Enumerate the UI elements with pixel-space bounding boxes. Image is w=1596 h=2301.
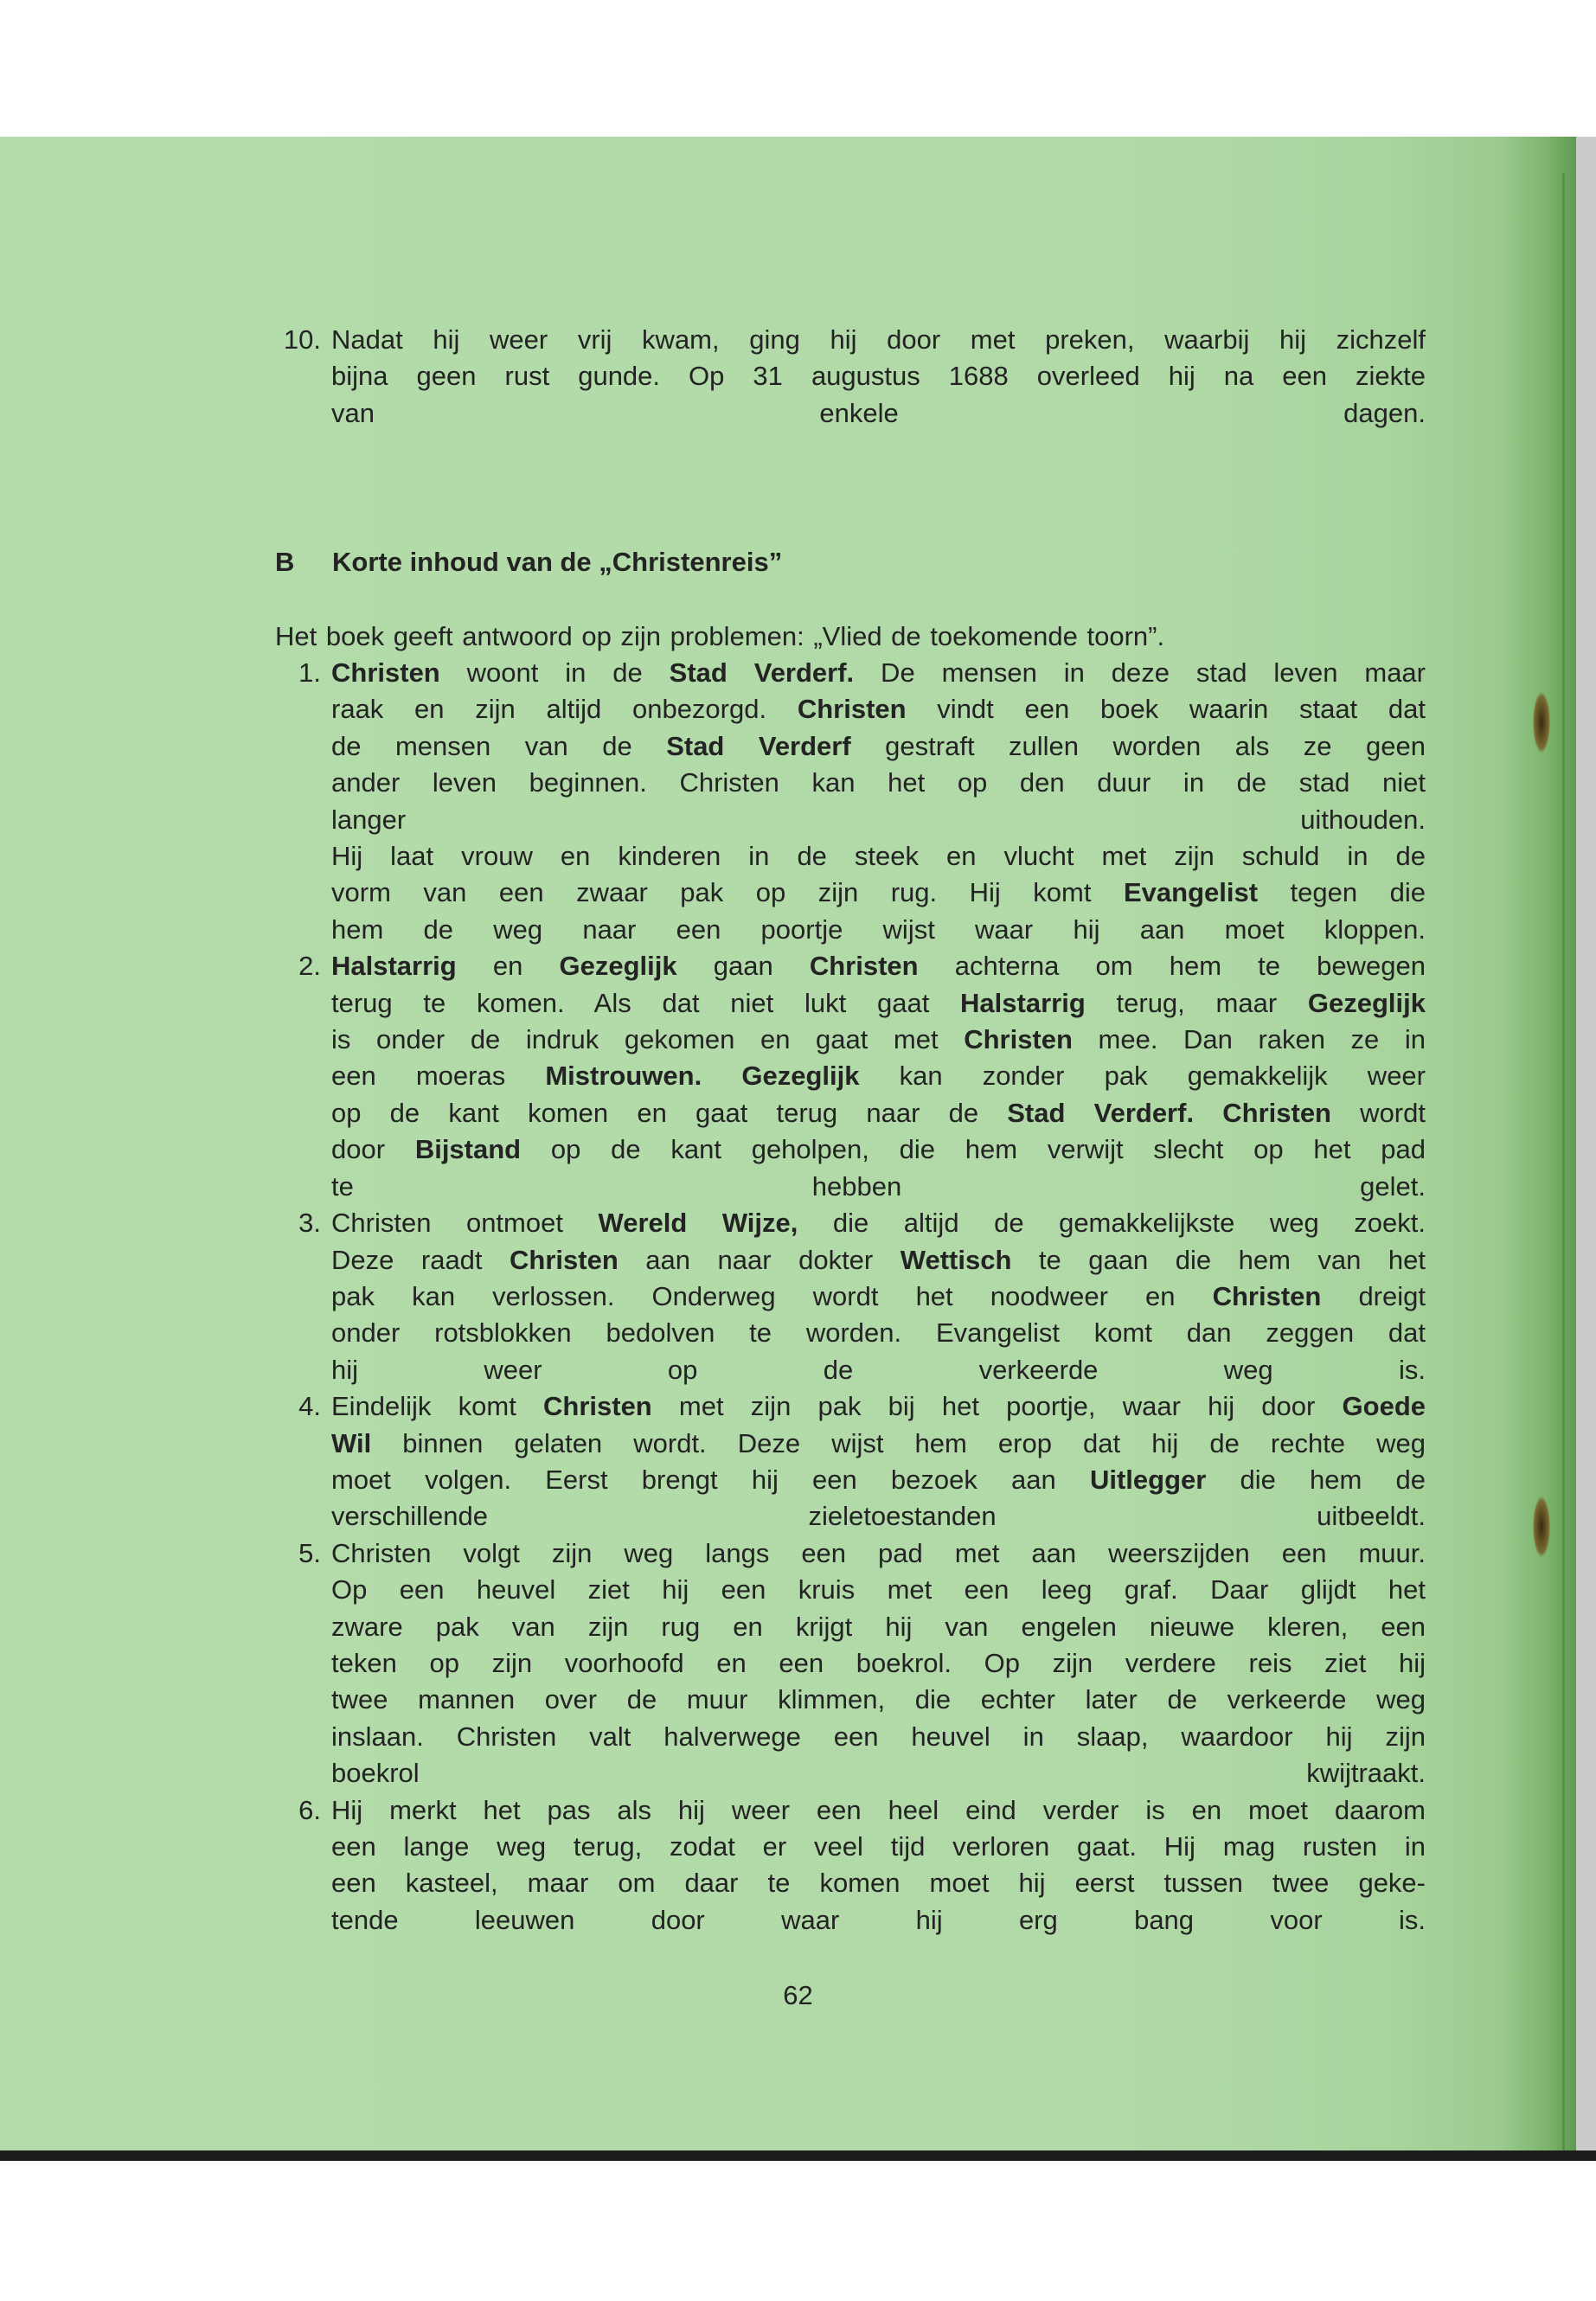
text-segment: door	[331, 1134, 415, 1165]
text-segment: vindt een boek waarin staat dat	[906, 694, 1426, 725]
text-segment: met zijn pak bij het poortje, waar hij door	[651, 1391, 1343, 1422]
text-line	[331, 1498, 1426, 1535]
text-line	[331, 1022, 1426, 1058]
item-number: 3.	[298, 1208, 321, 1239]
text-segment: en	[456, 951, 560, 982]
text-segment: terug, maar	[1085, 987, 1308, 1018]
bold-term: Christen	[543, 1391, 652, 1422]
item-number: 10.	[283, 324, 321, 355]
text-segment: mee. Dan raken ze in	[1072, 1024, 1426, 1055]
bold-term: Gezeglijk	[741, 1061, 860, 1092]
text-segment: aan naar dokter	[618, 1244, 901, 1275]
bold-term: Halstarrig	[960, 987, 1086, 1018]
text-line	[331, 655, 1426, 691]
list-item-3	[298, 1205, 1426, 1388]
text-line	[331, 1645, 1426, 1682]
bold-term: Wereld Wijze,	[598, 1208, 798, 1239]
bold-term: Christen	[809, 951, 919, 982]
text-line	[331, 802, 1426, 838]
text-segment: De mensen in deze stad leven maar	[854, 657, 1426, 688]
text-segment: twee mannen over de muur klimmen, die echter later de verkeerde weg	[331, 1684, 1426, 1715]
text-line	[331, 1755, 1426, 1791]
text-segment: boekrol kwijtraakt.	[331, 1758, 1426, 1789]
text-line	[331, 691, 1426, 727]
text-line	[331, 1572, 1426, 1608]
text-line	[331, 1462, 1426, 1498]
text-segment: woont in de	[439, 657, 670, 688]
text-line	[331, 1169, 1426, 1205]
bold-term: Christen	[1222, 1097, 1331, 1128]
page-spine	[1562, 173, 1565, 2154]
text-segment: Op een heuvel ziet hij een kruis met een leeg graf. Daar glijdt het	[331, 1574, 1426, 1606]
page-number: 62	[783, 1980, 813, 2010]
bold-term: Wettisch	[900, 1244, 1012, 1275]
section-letter: B	[275, 547, 295, 577]
text-line	[331, 358, 1426, 394]
text-segment: gestraft zullen worden als ze geen	[850, 730, 1426, 761]
text-line	[331, 912, 1426, 948]
text-line	[331, 1315, 1426, 1351]
page-edge	[1576, 137, 1596, 2157]
text-line	[331, 1388, 1426, 1425]
bold-term: Bijstand	[414, 1134, 522, 1165]
text-line	[331, 728, 1426, 765]
text-segment	[702, 1061, 741, 1091]
text-line	[331, 985, 1426, 1022]
item-number: 1.	[298, 657, 321, 688]
text-line	[331, 1865, 1426, 1901]
text-segment: te gaan die hem van het	[1011, 1244, 1426, 1275]
text-segment: een moeras	[331, 1061, 546, 1092]
text-segment: Christen volgt zijn weg langs een pad met aan weerszijden een muur.	[331, 1537, 1426, 1568]
bold-term: Evangelist	[1124, 877, 1259, 908]
text-segment: terug te komen. Als dat niet lukt gaat	[331, 987, 961, 1018]
bold-term: Mistrouwen.	[545, 1061, 702, 1092]
text-segment: pak kan verlossen. Onderweg wordt het noodweer en	[331, 1280, 1213, 1311]
text-line	[331, 1242, 1426, 1279]
text-line	[331, 1352, 1426, 1388]
text-segment: de mensen van de	[331, 730, 667, 761]
text-segment: tende leeuwen door waar hij erg bang voor is.	[331, 1904, 1426, 1935]
item-number: 5.	[298, 1537, 321, 1568]
text-segment: Nadat hij weer vrij kwam, ging hij door met preken, waarbij hij zichzelf	[331, 324, 1426, 355]
text-segment: teken op zijn voorhoofd en een boekrol. Op zijn verdere reis ziet hij	[331, 1647, 1426, 1678]
list-item-2	[298, 948, 1426, 1205]
text-line	[331, 765, 1426, 801]
list-item-4	[298, 1388, 1426, 1535]
text-segment: die altijd de gemakkelijkste weg zoekt.	[798, 1208, 1426, 1239]
text-line	[331, 1719, 1426, 1755]
text-segment: hij weer op de verkeerde weg is.	[331, 1354, 1426, 1385]
text-line	[331, 1609, 1426, 1645]
bold-term: Stad Verderf	[666, 730, 851, 761]
bold-term: Christen	[797, 694, 907, 725]
bold-term: Christen	[964, 1024, 1073, 1055]
punch-hole	[1533, 692, 1550, 753]
list-item-10	[283, 322, 1426, 432]
bold-term: Christen	[1212, 1280, 1322, 1311]
text-line	[331, 948, 1426, 984]
text-segment: op de kant geholpen, die hem verwijt slecht op het pad	[521, 1134, 1426, 1165]
text-line	[331, 1829, 1426, 1865]
text-segment: een kasteel, maar om daar te komen moet hij eerst tussen twee geke-	[331, 1868, 1426, 1899]
bold-term: Christen	[331, 657, 440, 688]
text-segment	[1194, 1098, 1222, 1128]
bold-term: Christen	[510, 1244, 619, 1275]
text-segment: Eindelijk komt	[331, 1391, 543, 1422]
text-segment: gaan	[676, 951, 810, 982]
text-line	[331, 1792, 1426, 1829]
item-number: 2.	[298, 951, 321, 982]
text-segment: dreigt	[1321, 1280, 1426, 1311]
text-segment: een lange weg terug, zodat er veel tijd verloren gaat. Hij mag rusten in	[331, 1831, 1426, 1862]
text-line	[331, 875, 1426, 911]
text-segment: moet volgen. Eerst brengt hij een bezoek aan	[331, 1464, 1090, 1495]
text-segment: Hij laat vrouw en kinderen in de steek en vlucht met zijn schuld in de	[331, 841, 1426, 872]
text-segment: wordt	[1331, 1097, 1426, 1128]
text-segment: ander leven beginnen. Christen kan het op den duur in de stad niet	[331, 767, 1426, 798]
bold-term: Halstarrig	[331, 951, 457, 982]
list-item-1	[298, 655, 1426, 948]
section-title: Korte inhoud van de „Christenreis”	[332, 547, 783, 577]
text-segment: van enkele dagen.	[331, 397, 1426, 428]
text-line	[331, 1902, 1426, 1939]
text-segment: op de kant komen en gaat terug naar de	[331, 1097, 1008, 1128]
bold-term: Stad Verderf.	[1007, 1097, 1195, 1128]
text-line	[331, 838, 1426, 875]
section-heading	[275, 544, 782, 580]
text-segment: kan zonder pak gemakkelijk weer	[859, 1061, 1426, 1092]
text-line	[331, 322, 1426, 358]
text-segment: inslaan. Christen valt halverwege een heuvel in slaap, waardoor hij zijn	[331, 1721, 1426, 1752]
text-line	[331, 1535, 1426, 1572]
text-segment: zware pak van zijn rug en krijgt hij van engelen nieuwe kleren, een	[331, 1611, 1426, 1642]
text-segment: verschillende zieletoestanden uitbeeldt.	[331, 1501, 1426, 1532]
list-item-5	[298, 1535, 1426, 1792]
text-segment: tegen die	[1258, 877, 1426, 908]
numbered-list	[298, 655, 1426, 1939]
text-line	[331, 1426, 1426, 1462]
bold-term: Wil	[331, 1427, 372, 1458]
text-segment: achterna om hem te bewegen	[918, 951, 1426, 982]
text-segment: onder rotsblokken bedolven te worden. Evangelist komt dan zeggen dat	[331, 1317, 1426, 1349]
text-segment: te hebben gelet.	[331, 1170, 1426, 1202]
bold-term: Gezeglijk	[559, 951, 677, 982]
bottom-border	[0, 2150, 1596, 2161]
punch-hole	[1533, 1497, 1550, 1557]
text-segment: die hem de	[1206, 1464, 1426, 1495]
list-item-6	[298, 1792, 1426, 1939]
text-segment: Christen ontmoet	[331, 1208, 599, 1239]
text-line	[331, 1131, 1426, 1168]
text-segment: raak en zijn altijd onbezorgd.	[331, 694, 798, 725]
text-segment: vorm van een zwaar pak op zijn rug. Hij komt	[331, 877, 1124, 908]
text-segment: binnen gelaten wordt. Deze wijst hem erop dat hij de rechte weg	[371, 1427, 1426, 1458]
intro-text: Het boek geeft antwoord op zijn problemen: „Vlied de toekomende toorn”.	[275, 621, 1165, 651]
text-line	[331, 1205, 1426, 1241]
bold-term: Goede	[1342, 1391, 1426, 1422]
text-segment: Deze raadt	[331, 1244, 510, 1275]
text-line	[331, 1279, 1426, 1315]
intro-paragraph	[275, 619, 1426, 655]
bold-term: Stad Verderf.	[669, 657, 855, 688]
bold-term: Uitlegger	[1089, 1464, 1207, 1495]
text-segment: bijna geen rust gunde. Op 31 augustus 1688 overleed hij na een ziekte	[331, 361, 1426, 392]
item-number: 6.	[298, 1794, 321, 1825]
text-segment: hem de weg naar een poortje wijst waar hij aan moet kloppen.	[331, 913, 1426, 945]
text-line	[331, 1682, 1426, 1718]
text-line	[331, 395, 1426, 432]
paragraph-10	[283, 322, 1426, 432]
text-segment: is onder de indruk gekomen en gaat met	[331, 1024, 965, 1055]
bold-term: Gezeglijk	[1307, 987, 1426, 1018]
text-line	[331, 1058, 1426, 1094]
text-segment: Hij merkt het pas als hij weer een heel eind verder is en moet daarom	[331, 1794, 1426, 1825]
text-line	[331, 1095, 1426, 1131]
item-number: 4.	[298, 1391, 321, 1422]
text-segment: langer uithouden.	[331, 804, 1426, 835]
